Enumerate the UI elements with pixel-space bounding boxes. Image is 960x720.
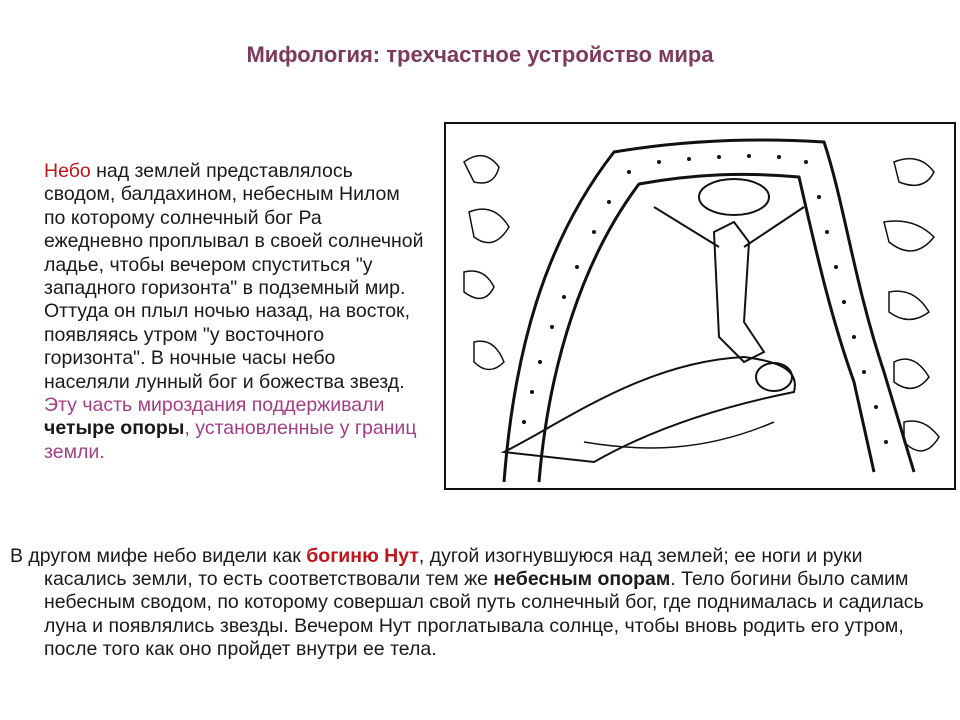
nut-goddess-illustration <box>444 122 956 490</box>
nut-paragraph <box>10 545 925 661</box>
supports-text-end: , установленные у границ земли. <box>44 417 417 463</box>
slide-title: Мифология: трехчастное устройство мира <box>246 42 714 67</box>
nut-text-1: В другом мифе небо видели как <box>10 545 307 567</box>
goddess-nut: богиню Нут <box>306 545 419 567</box>
sky-lead-word: Небо <box>44 160 91 182</box>
nut-text-3: . Тело богини было самим небесным сводом, по которому совершал свой путь солнечный бог, где поднималась и садилась луна и появлялись звезды. Вечером Нут проглатывала солнце, чтобы вновь родить его утром, после того как оно пройдет внутри ее тела. <box>44 568 924 660</box>
nut-text-2: , дугой изогнувшуюся над землей; ее ноги и руки касались земли, то есть соответствовали тем же <box>44 545 863 591</box>
sky-text: над землей представлялось сводом, балдахином, небесным Нилом по которому солнечный бог Ра ежедневно проплывал в своей солнечной ладье, чтобы вечером спуститься "у западного горизонта" в подземный мир. Оттуда он плыл ночью назад, на восток, появляясь утром "у восточного горизонта". В ночные часы небо населяли лунный бог и божества звезд. <box>44 160 424 393</box>
four-supports: четыре опоры <box>44 417 185 440</box>
supports-text: Эту часть мироздания поддерживали <box>44 394 385 417</box>
heavenly-supports: небесным опорам <box>493 568 671 591</box>
sky-paragraph <box>44 160 424 464</box>
